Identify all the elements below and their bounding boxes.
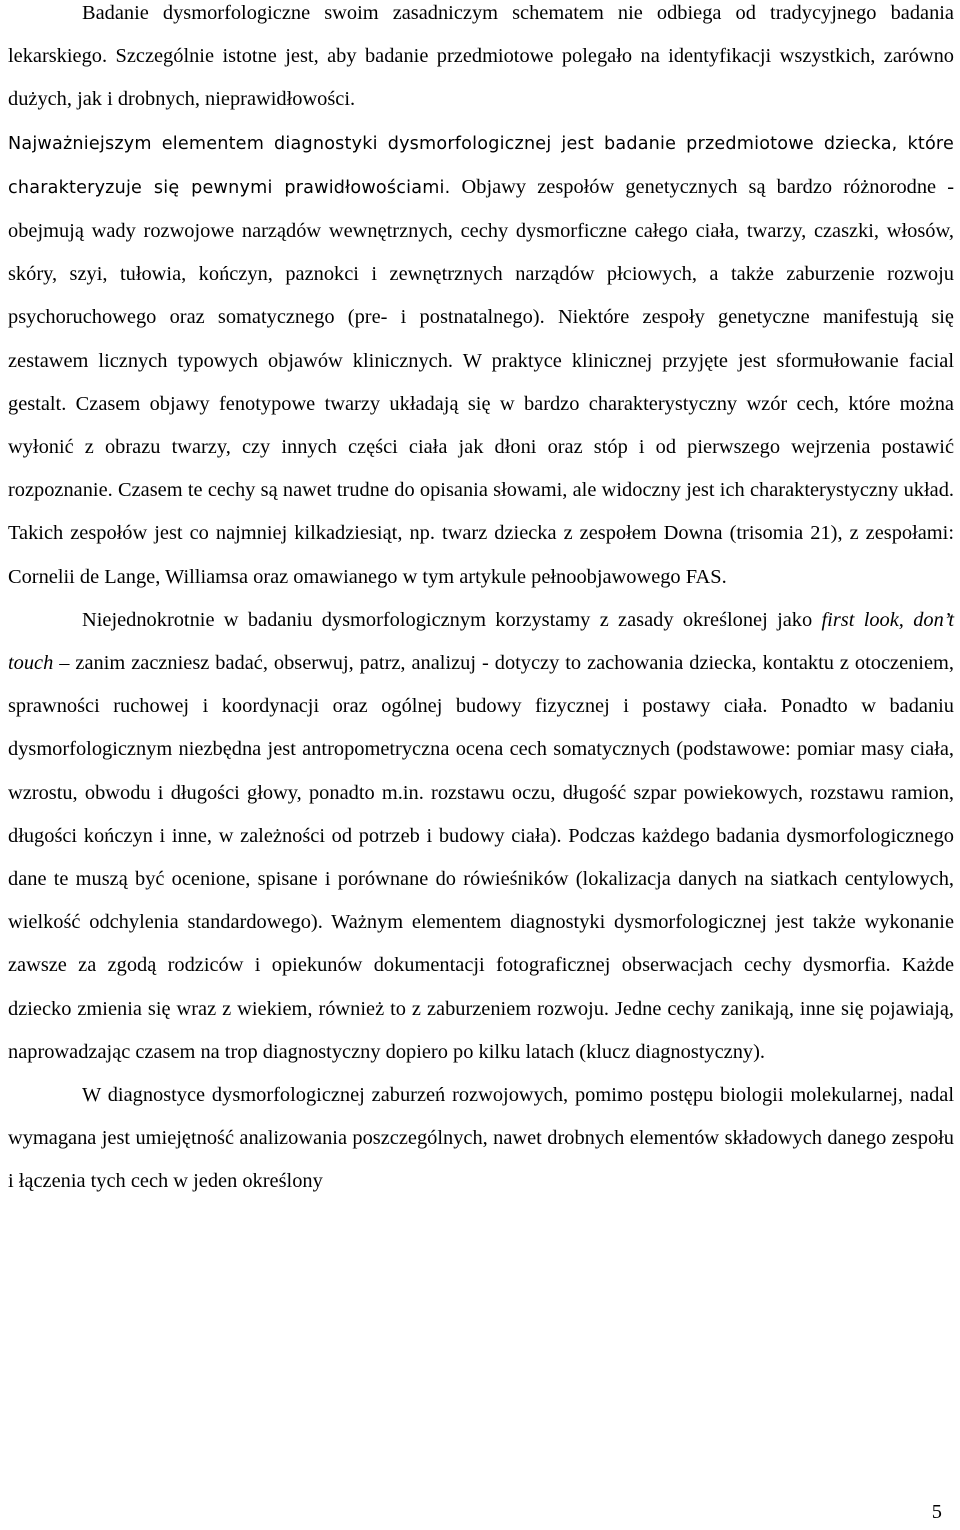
paragraph-molecular-biology: W diagnostyce dysmorfologicznej zaburzeń rozwojowych, pomimo postępu biologii molekularnej, nadal wymagana jest umiejętność analizowania poszczególnych, nawet drobnych elementów składowych danego zespołu i łączenia tych cech w jeden określony (8, 1084, 954, 1193)
paragraph-dysmorphology-exam: Badanie dysmorfologiczne swoim zasadniczym schematem nie odbiega od tradycyjnego badania lekarskiego. Szczególnie istotne jest, aby badanie przedmiotowe polegało na identyfikacji wszystkich, zarówno dużych, jak i drobnych, nieprawidłowości. (8, 2, 954, 111)
sans-sentence: Najważniejszym elementem diagnostyki dysmorfologicznej jest badanie przedmiotowe dziecka, które charakteryzuje się pewnymi prawidłowościami. (8, 133, 954, 198)
paragraph-first-look (8, 599, 954, 1074)
document-page (8, 0, 954, 1204)
italic-phrase: first look, don’t touch (8, 608, 954, 675)
paragraph-key-element-rest: Objawy zespołów genetycznych są bardzo różnorodne - obejmują wady rozwojowe narządów wewnętrznych, cechy dysmorficzne całego ciała, twarzy, czaszki, włosów, skóry, szyi, tułowia, kończyn, paznokci i zewnętrznych narządów płciowych, a także zaburzenie rozwoju psychoruchowego oraz somatycznego (pre- i postnatalnego). Niektóre zespoły genetyczne manifestują się zestawem licznych typowych objawów klinicznych. W praktyce klinicznej przyjęte jest sformułowanie facial gestalt. Czasem objawy fenotypowe twarzy układają się w bardzo charakterystyczny wzór cech, które można wyłonić z obrazu twarzy, czy innych części ciała jak dłoni oraz stóp i od pierwszego wejrzenia postawić rozpoznanie. Czasem te cechy są nawet trudne do opisania słowami, ale widoczny jest ich charakterystyczny układ. Takich zespołów jest co najmniej kilkadziesiąt, np. twarz dziecka z zespołem Downa (trisomia 21), z zespołami: Cornelii de Lange, Williamsa oraz omawianego w tym artykule pełnoobjawowego FAS. (8, 175, 954, 588)
page-number: 5 (931, 1501, 942, 1523)
paragraph-first-look-rest: – zanim zaczniesz badać, obserwuj, patrz, analizuj - dotyczy to zachowania dziecka, kontaktu z otoczeniem, sprawności ruchowej i koordynacji oraz ogólnej budowy fizycznej i postawy ciała. Ponadto w badaniu dysmorfologicznym niezbędna jest antropometryczna ocena cech somatycznych (podstawowe: pomiar masy ciała, wzrostu, obwodu i długości głowy, ponadto m.in. rozstawu oczu, długość szpar powiekowych, rozstawu ramion, długości kończyn i inne, w zależności od potrzeb i budowy ciała). Podczas każdego badania dysmorfologicznego dane te muszą być ocenione, spisane i porównane do rówieśników (lokalizacja danych na siatkach centylowych, wielkość odchylenia standardowego). Ważnym elementem diagnostyki dysmorfologicznej jest także wykonanie zawsze za zgodą rodziców i opiekunów dokumentacji fotograficznej obserwacjach cechy dysmorfia. Każde dziecko zmienia się wraz z wiekiem, również to z zaburzeniem rozwoju. Jedne cechy zanikają, inne się pojawiają, naprowadzając czasem na trop diagnostyczny dopiero po kilku latach (klucz diagnostyczny). (8, 652, 954, 1063)
paragraph-key-element (8, 122, 954, 599)
paragraph-first-look-intro: Niejednokrotnie w badaniu dysmorfologicznym korzystamy z zasady określonej jako (82, 608, 813, 631)
